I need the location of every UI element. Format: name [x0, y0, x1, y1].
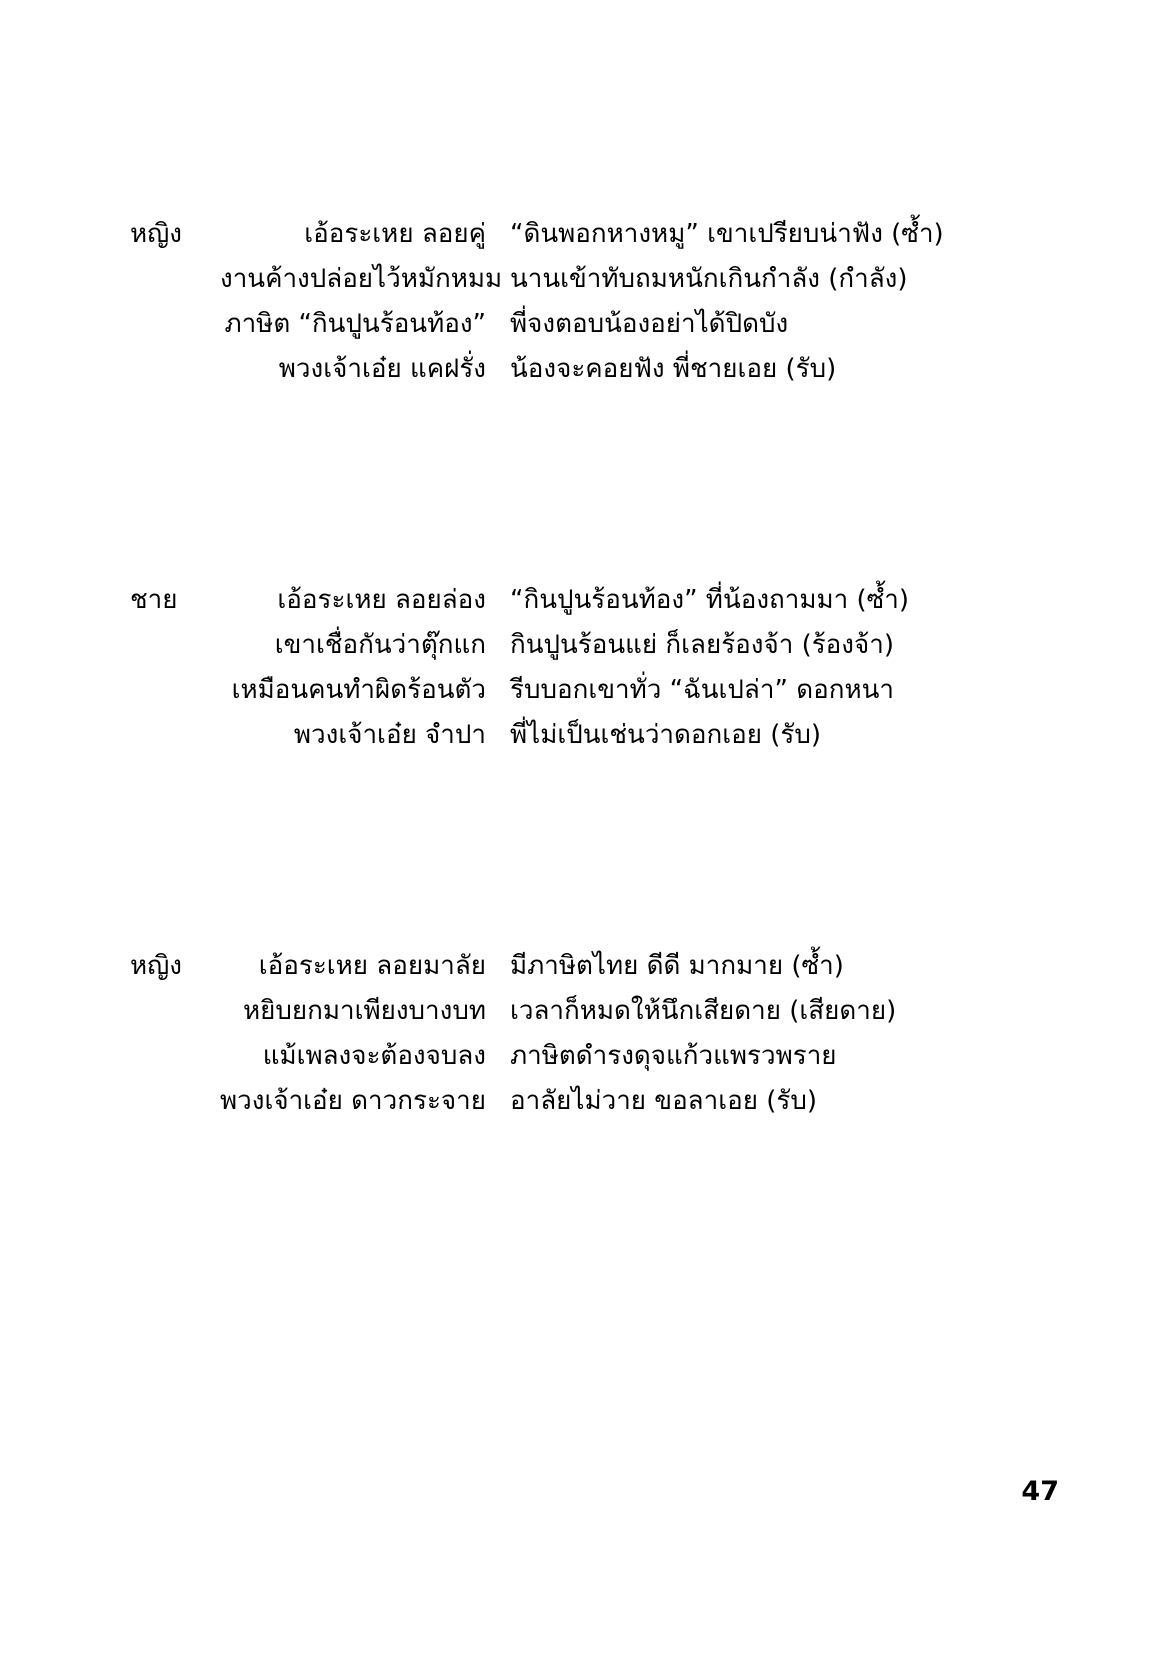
verse-stanza	[130, 578, 1030, 758]
verse-left-text: งานค้างปล่อยไว้หมักหมม	[220, 264, 503, 294]
verse-left-text: พวงเจ้าเอ๋ย ดาวกระจาย	[220, 1086, 486, 1116]
verse-left-text: เขาเชื่อกันว่าตุ๊กแก	[274, 630, 486, 660]
verse-line	[130, 623, 1030, 668]
verse-right-text: กินปูนร้อนแย่ ก็เลยร้องจ้า (ร้องจ้า)	[510, 630, 894, 660]
verse-line	[130, 212, 1030, 257]
verse-left-text: แม้เพลงจะต้องจบลง	[262, 1041, 486, 1071]
verse-right-text: “กินปูนร้อนท้อง” ที่น้องถามมา (ซ้ำ)	[510, 585, 910, 615]
speaker-label: หญิง	[130, 951, 182, 981]
verse-left-text: เอ้อระเหย ลอยคู่	[304, 219, 486, 249]
verse-line	[130, 257, 1030, 302]
verse-left-text: เอ้อระเหย ลอยล่อง	[277, 585, 486, 615]
verse-right-text: เวลาก็หมดให้นึกเสียดาย (เสียดาย)	[510, 996, 897, 1026]
verse-stanza	[130, 212, 1030, 392]
verse-line	[130, 347, 1030, 392]
verse-right-text: รีบบอกเขาทั่ว “ฉันเปล่า” ดอกหนา	[510, 675, 894, 705]
verse-line	[130, 1034, 1030, 1079]
verse-left-text: หยิบยกมาเพียงบางบท	[243, 996, 486, 1026]
verse-left-text: เหมือนคนทำผิดร้อนตัว	[231, 675, 486, 705]
speaker-label: ชาย	[130, 585, 178, 615]
verse-left-text: เอ้อระเหย ลอยมาลัย	[258, 951, 486, 981]
verse-right-text: พี่จงตอบน้องอย่าได้ปิดบัง	[510, 309, 789, 339]
verse-left-text: ภาษิต “กินปูนร้อนท้อง”	[224, 309, 486, 339]
verse-right-text: อาลัยไม่วาย ขอลาเอย (รับ)	[510, 1086, 817, 1116]
verse-line	[130, 578, 1030, 623]
verse-line	[130, 1079, 1030, 1124]
verse-right-text: นานเข้าทับถมหนักเกินกำลัง (กำลัง)	[510, 264, 908, 294]
verse-stanza	[130, 944, 1030, 1124]
verse-line	[130, 302, 1030, 347]
verse-line	[130, 989, 1030, 1034]
verse-left-text: พวงเจ้าเอ๋ย จำปา	[293, 720, 486, 750]
speaker-label: หญิง	[130, 219, 182, 249]
verse-right-text: มีภาษิตไทย ดีดี มากมาย (ซ้ำ)	[510, 951, 844, 981]
verse-right-text: พี่ไม่เป็นเช่นว่าดอกเอย (รับ)	[510, 720, 822, 750]
verse-left-text: พวงเจ้าเอ๋ย แคฝรั่ง	[278, 354, 486, 384]
page-number: 47	[1021, 1476, 1059, 1507]
verse-line	[130, 668, 1030, 713]
verse-right-text: “ดินพอกหางหมู” เขาเปรียบน่าฟัง (ซ้ำ)	[510, 219, 944, 249]
verse-line	[130, 944, 1030, 989]
verse-right-text: ภาษิตดำรงดุจแก้วแพรวพราย	[510, 1041, 837, 1071]
verse-line	[130, 713, 1030, 758]
verse-right-text: น้องจะคอยฟัง พี่ชายเอย (รับ)	[510, 354, 837, 384]
